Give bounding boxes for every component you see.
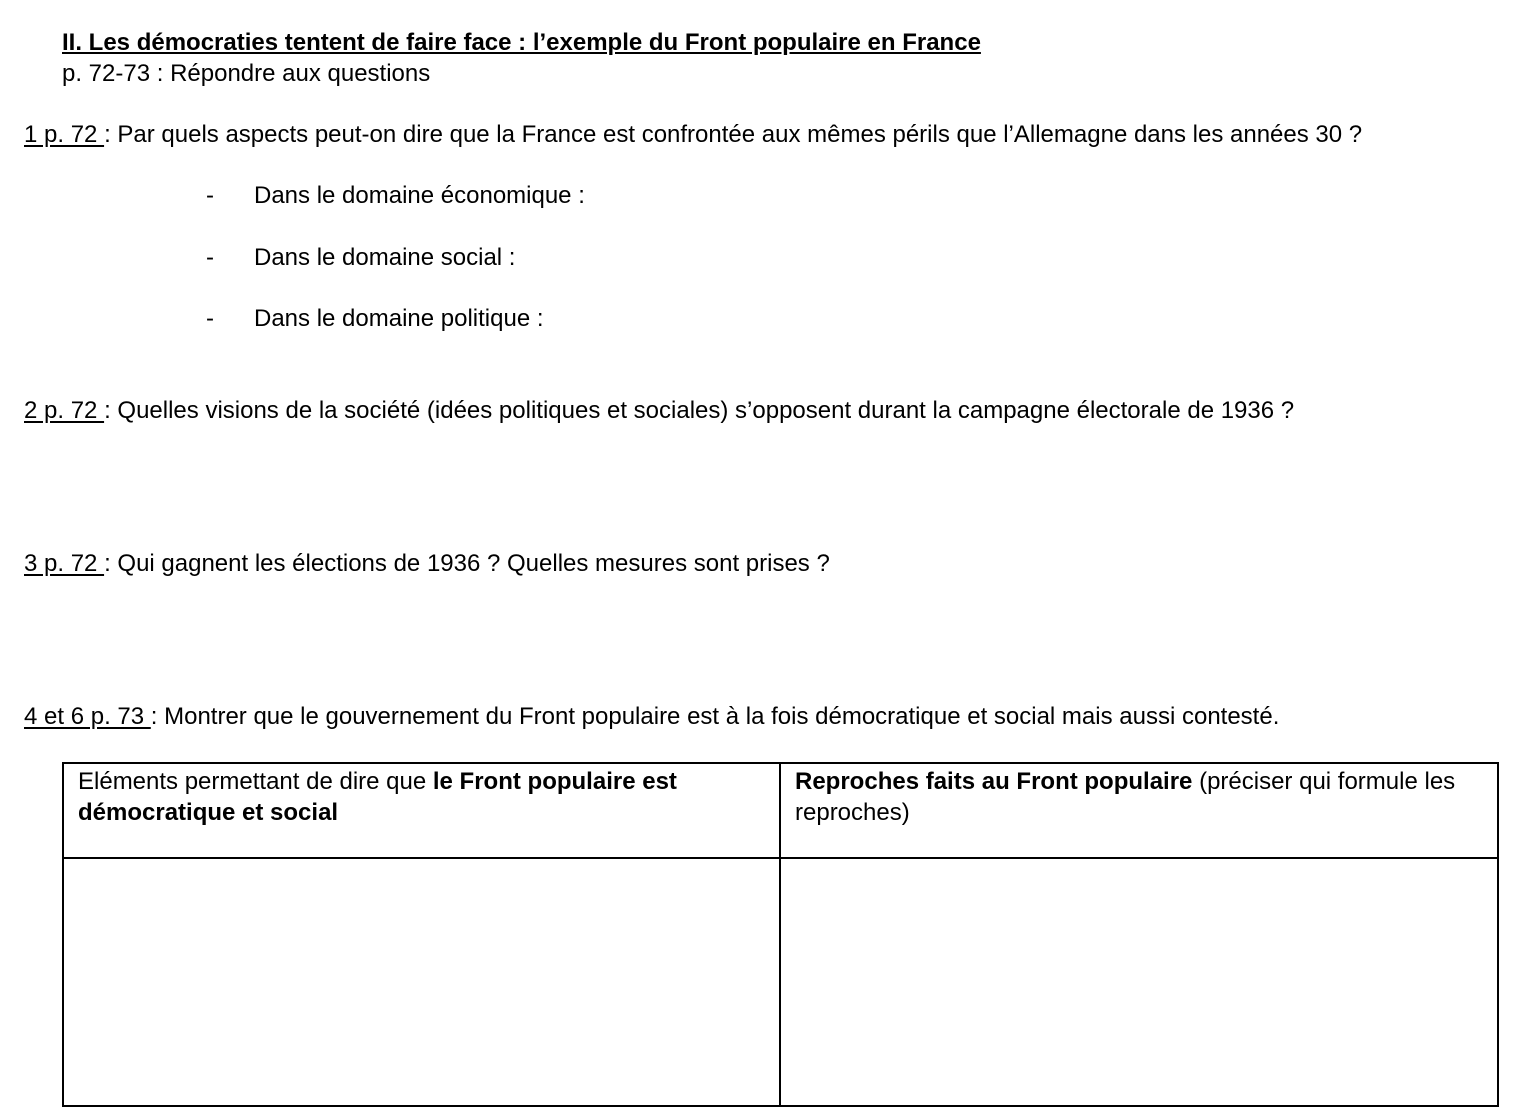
question-text: : Qui gagnent les élections de 1936 ? Quelles mesures sont prises ? <box>104 550 830 577</box>
answer-cell-reproches[interactable] <box>780 858 1498 1106</box>
header-bold: Reproches faits au Front populaire <box>795 768 1193 795</box>
question-ref: 1 p. 72 <box>24 121 105 148</box>
bullet-social: Dans le domaine social : <box>254 244 516 271</box>
table-header-row <box>63 763 1498 858</box>
question-ref: 2 p. 72 <box>24 397 105 424</box>
header-prefix: Eléments permettant de dire que <box>78 768 433 795</box>
bullet-dash: - <box>206 244 214 271</box>
question-ref: 4 et 6 p. 73 <box>24 703 151 730</box>
header-suffix: (préciser qui formule les reproches) <box>795 768 1456 826</box>
question-1 <box>24 119 1494 150</box>
question-text: : Quelles visions de la société (idées politiques et sociales) s’opposent durant la campagne électorale de 1936 ? <box>104 397 1295 424</box>
bullet-dash: - <box>206 305 214 332</box>
question-2 <box>24 395 1494 426</box>
question-3 <box>24 548 1494 579</box>
bullet-economique: Dans le domaine économique : <box>254 182 585 209</box>
answer-cell-democratique[interactable] <box>63 858 780 1106</box>
question-4 <box>24 701 1494 732</box>
question-text: : Montrer que le gouvernement du Front populaire est à la fois démocratique et social mais aussi contesté. <box>150 703 1280 730</box>
section-instruction: p. 72-73 : Répondre aux questions <box>62 60 431 87</box>
header-cell-democratique <box>63 763 780 858</box>
section-title: II. Les démocraties tentent de faire face : l’exemple du Front populaire en France <box>62 29 981 56</box>
bullet-dash: - <box>206 182 214 209</box>
header-bold: le Front populaire est démocratique et social <box>78 768 677 826</box>
question-text: : Par quels aspects peut-on dire que la France est confrontée aux mêmes périls que l’Allemagne dans les années 30 ? <box>104 121 1363 148</box>
answer-table <box>62 762 1499 1107</box>
question-ref: 3 p. 72 <box>24 550 105 577</box>
bullet-politique: Dans le domaine politique : <box>254 305 544 332</box>
header-cell-reproches <box>780 763 1498 858</box>
table-answer-row <box>63 858 1498 1106</box>
